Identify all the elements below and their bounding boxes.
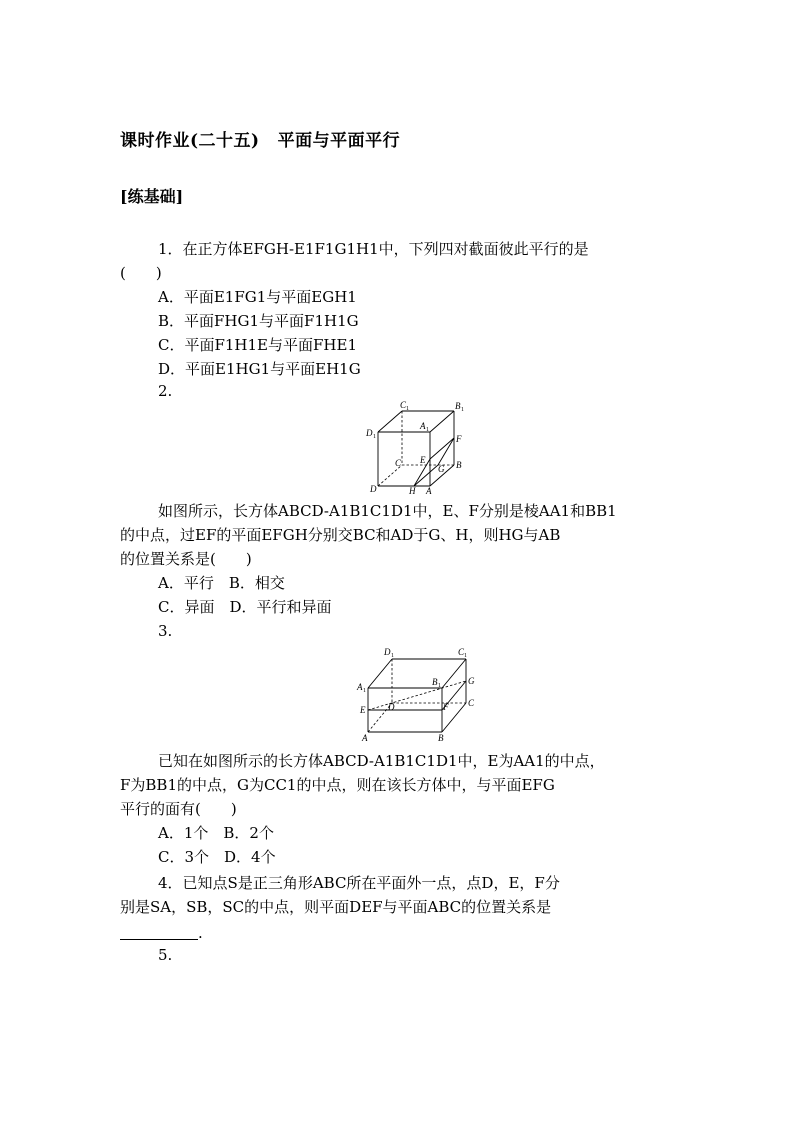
section-heading: [练基础]: [120, 187, 184, 206]
q3-options-row2: C．3个 D．4个: [158, 848, 276, 866]
q2-label-g: G: [438, 464, 445, 474]
q3-label-d1: D: [384, 647, 391, 657]
q2-options-row1: A．平行 B．相交: [158, 574, 285, 592]
page-title: [120, 126, 400, 151]
q2-label-d: D: [370, 484, 377, 494]
q1-stem: 1．在正方体EFGH-E1F1G1H1中，下列四对截面彼此平行的是: [158, 240, 589, 258]
q3-line3: 平行的面有( ): [120, 800, 237, 818]
q3-cuboid-figure: [354, 644, 484, 744]
q2-label-a1: A: [420, 421, 426, 431]
q1-paren: ( ): [120, 264, 162, 282]
q3-label-b: B: [438, 733, 444, 743]
q4-line3-end: .: [198, 924, 203, 942]
svg-text:1: 1: [438, 683, 441, 689]
q3-label-d: D: [388, 702, 395, 712]
q3-label-f: F: [443, 702, 449, 712]
q2-label-e: E: [420, 455, 426, 465]
q2-line1: 如图所示，长方体ABCD-A1B1C1D1中，E、F分别是棱AA1和BB1: [158, 502, 617, 520]
title-part2: 平面与平面平行: [277, 131, 401, 151]
svg-text:1: 1: [426, 427, 429, 433]
q1-option-a: A．平面E1FG1与平面EGH1: [158, 288, 357, 306]
q3-line2: F为BB1的中点，G为CC1的中点，则在该长方体中，与平面EFG: [120, 776, 555, 794]
q1-option-d: D．平面E1HG1与平面EH1G: [158, 360, 361, 378]
svg-text:1: 1: [406, 406, 409, 412]
q3-label-a: A: [362, 733, 368, 743]
q3-label-a1: A: [357, 682, 363, 692]
q2-label-h: H: [409, 486, 416, 496]
q2-label-b1: B: [455, 401, 461, 411]
q1-option-b: B．平面FHG1与平面F1H1G: [158, 312, 359, 330]
svg-text:1: 1: [464, 653, 467, 659]
q2-options-row2: C．异面 D．平行和异面: [158, 598, 332, 616]
q2-label-f: F: [456, 434, 462, 444]
q3-label-c1: C: [458, 647, 465, 657]
q3-label-b1: B: [432, 677, 438, 687]
q4-answer-blank[interactable]: [120, 925, 198, 940]
q2-cuboid-figure: [364, 400, 474, 496]
q2-label-c1: C: [400, 400, 407, 410]
q2-label-a: A: [426, 486, 432, 496]
svg-text:1: 1: [363, 688, 366, 694]
q2-line3: 的位置关系是( ): [120, 550, 252, 568]
q2-line2: 的中点，过EF的平面EFGH分别交BC和AD于G、H，则HG与AB: [120, 526, 561, 544]
q4-line1: 4．已知点S是正三角形ABC所在平面外一点，点D，E，F分: [158, 874, 560, 892]
q3-line1: 已知在如图所示的长方体ABCD-A1B1C1D1中，E为AA1的中点，: [158, 752, 605, 770]
q3-label-c: C: [468, 698, 475, 708]
svg-text:1: 1: [461, 407, 464, 413]
q3-label-g: G: [468, 676, 475, 686]
q3-label-e: E: [360, 705, 366, 715]
q2-label-d1: D: [366, 428, 373, 438]
q3-number: 3.: [158, 622, 173, 640]
q1-option-c: C．平面F1H1E与平面FHE1: [158, 336, 357, 354]
title-part1: 课时作业(二十五): [120, 131, 260, 151]
q2-label-c: C: [395, 458, 402, 468]
svg-text:1: 1: [391, 653, 394, 659]
q2-number: 2.: [158, 382, 173, 400]
q3-options-row1: A．1个 B．2个: [158, 824, 274, 842]
q4-line2: 别是SA，SB，SC的中点，则平面DEF与平面ABC的位置关系是: [120, 898, 552, 916]
q5-number: 5.: [158, 946, 173, 964]
svg-text:1: 1: [373, 434, 376, 440]
q2-label-b: B: [456, 460, 462, 470]
q4-answer-line: [120, 922, 203, 944]
